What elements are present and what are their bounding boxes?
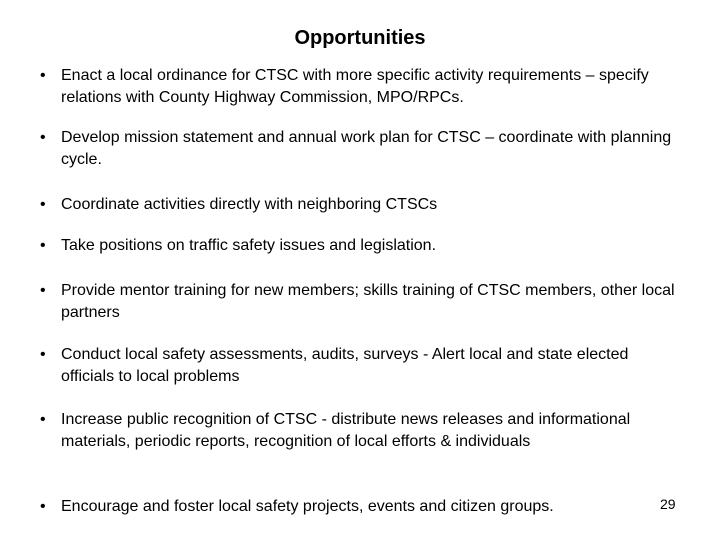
bullet-marker: • [40, 282, 46, 299]
bullet-text: Coordinate activities directly with neighboring CTSCs [61, 196, 438, 213]
bullet-item [40, 65, 680, 109]
slide-title: Opportunities [294, 27, 426, 49]
bullet-marker: • [40, 411, 46, 428]
bullet-text: Enact a local ordinance for CTSC with more specific activity requirements – specify relations with County Highway Commission, MPO/RPCs. [61, 67, 649, 106]
bullet-marker: • [40, 196, 46, 213]
bullet-item [40, 409, 680, 453]
bullet-text: Provide mentor training for new members; skills training of CTSC members, other local partners [61, 282, 675, 321]
bullet-marker: • [40, 237, 46, 254]
bullet-item [40, 194, 680, 216]
bullet-item [40, 344, 680, 388]
bullet-marker: • [40, 498, 46, 515]
bullet-item [40, 280, 680, 324]
bullet-marker: • [40, 129, 46, 146]
bullet-marker: • [40, 67, 46, 84]
bullet-text: Encourage and foster local safety projects, events and citizen groups. [61, 498, 554, 515]
bullet-item [40, 235, 680, 257]
bullet-text: Increase public recognition of CTSC - distribute news releases and informational materials, periodic reports, recognition of local efforts & individuals [61, 411, 631, 450]
bullet-item [40, 127, 680, 171]
page-number: 29 [660, 496, 676, 512]
bullet-item [40, 496, 680, 518]
bullet-marker: • [40, 346, 46, 363]
bullet-text: Develop mission statement and annual work plan for CTSC – coordinate with planning cycle. [61, 129, 672, 168]
bullet-text: Conduct local safety assessments, audits, surveys - Alert local and state elected officials to local problems [61, 346, 629, 385]
bullet-text: Take positions on traffic safety issues and legislation. [61, 237, 437, 254]
